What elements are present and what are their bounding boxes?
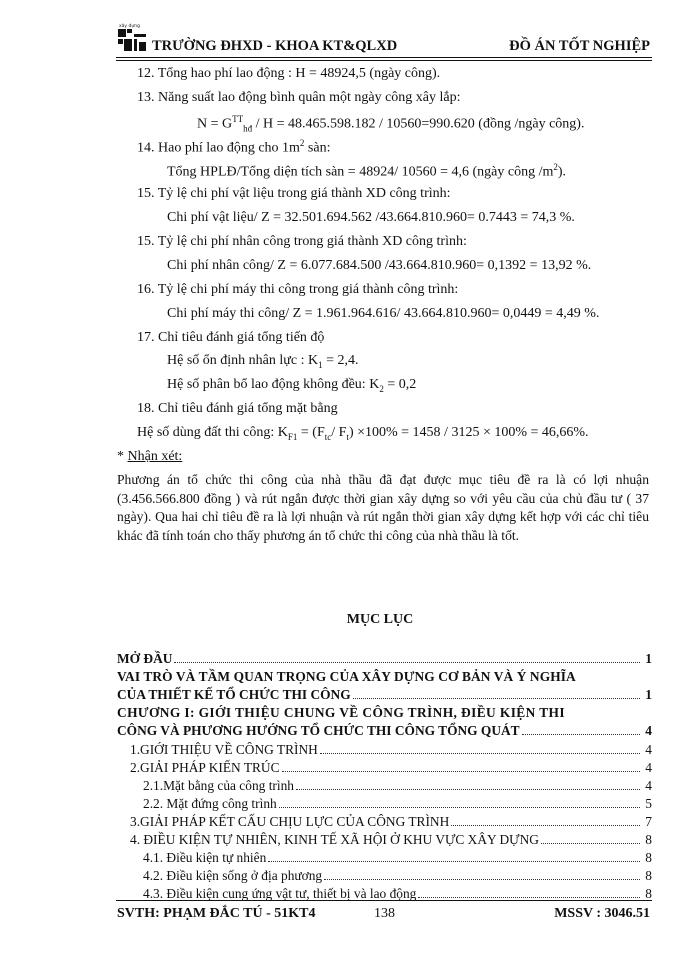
toc-title: MỤC LỤC — [346, 612, 414, 627]
toc-row[interactable]: MỞ ĐẦU 1 — [117, 651, 652, 666]
toc-row[interactable]: 2.1.Mặt bằng của công trình 4 — [143, 778, 652, 793]
toc-row[interactable]: 4.1. Điều kiện tự nhiên 8 — [143, 850, 652, 865]
item-18: 18. Chỉ tiêu đánh giá tổng mặt bằng — [137, 401, 338, 416]
logo-text: xây dựng — [119, 24, 140, 29]
remark-heading: * Nhận xét: — [117, 449, 183, 464]
item-17-a: Hệ số ổn định nhân lực : $K_1 = 2,4$. — [167, 353, 359, 370]
toc-row[interactable]: CÔNG VÀ PHƯƠNG HƯỚNG TỔ CHỨC THI CÔNG TỔNG QUÁT 4 — [117, 723, 652, 738]
remark-paragraph: Phương án tổ chức thi công của nhà thầu đã đạt được mục tiêu đề ra là có lợi nhuận (3.456.566.800 đồng ) và rút ngắn được thời gian xây dựng so với yêu cầu của chủ đầu tư ( 37 ngày). Qua hai chỉ tiêu đề ra là lợi nhuận và rút ngắn thời gian xây dựng kết hợp với các chỉ tiêu khác đã tính toán cho thấy phương án tổ chức thi công của nhà thầu là tốt. — [117, 472, 649, 543]
header-rule — [116, 57, 652, 58]
item-16-formula: Chi phí máy thi công/ Z = 1.961.964.616/ 43.664.810.960= 0,0449 = 4,49 %. — [167, 306, 600, 321]
item-17: 17. Chỉ tiêu đánh giá tổng tiến độ — [137, 330, 325, 345]
header-title: ĐỒ ÁN TỐT NGHIỆP — [509, 38, 650, 54]
toc-row[interactable]: 2.GIẢI PHÁP KIẾN TRÚC 4 — [130, 760, 652, 775]
toc-row[interactable]: 1.GIỚI THIỆU VỀ CÔNG TRÌNH 4 — [130, 742, 652, 757]
toc-row[interactable]: VAI TRÒ VÀ TẦM QUAN TRỌNG CỦA XÂY DỰNG CƠ BẢN VÀ Ý NGHĨA — [117, 669, 576, 684]
header-school: TRƯỜNG ĐHXD - KHOA KT&QLXD — [152, 38, 398, 54]
item-15b-formula: Chi phí nhân công/ Z = 6.077.684.500 /43.664.810.960= 0,1392 = 13,92 %. — [167, 258, 592, 273]
page-number: 138 — [374, 906, 395, 921]
footer-rule — [116, 900, 652, 901]
toc-row[interactable]: CHƯƠNG I: GIỚI THIỆU CHUNG VỀ CÔNG TRÌNH, ĐIỀU KIỆN THI — [117, 705, 565, 720]
header-rule-thin — [116, 60, 652, 61]
item-17-b: Hệ số phân bổ lao động không đều: $K_2 = 0,2$ — [167, 377, 417, 394]
item-18-formula: Hệ số dùng đất thi công: $K_{F1} = (F_{tc}/$ $F_t) \times 100\% = 1458 / 3125 \times 100\% = 46,66\%$. — [137, 425, 589, 442]
toc-row[interactable]: 3.GIẢI PHÁP KẾT CẤU CHỊU LỰC CỦA CÔNG TRÌNH 7 — [130, 814, 652, 829]
item-15a: 15. Tỷ lệ chi phí vật liệu trong giá thành XD công trình: — [137, 186, 451, 201]
item-15b: 15. Tỷ lệ chi phí nhân công trong giá thành XD công trình: — [137, 234, 467, 249]
item-13: 13. Năng suất lao động bình quân một ngày công xây lắp: — [137, 90, 461, 105]
item-14-formula: Tổng HPLĐ/Tổng diện tích sàn = 48924/ 10560 = 4,6 (ngày công $/m^2$). — [167, 162, 567, 180]
footer-student-id: MSSV : 3046.51 — [554, 906, 650, 921]
item-13-formula: $N = G^{TT}_{hđ} / H = 48.465.598.182 / 10560=990.620$ (đồng /ngày công). — [197, 114, 585, 134]
toc-row[interactable]: 2.2. Mặt đứng công trình 5 — [143, 796, 652, 811]
item-16: 16. Tỷ lệ chi phí máy thi công trong giá thành công trình: — [137, 282, 459, 297]
school-logo — [117, 22, 147, 52]
item-12: 12. Tổng hao phí lao động : H = 48924,5 (ngày công). — [137, 66, 441, 81]
item-14: 14. Hao phí lao động cho $1m^2$ sàn: — [137, 138, 331, 156]
toc-row[interactable]: 4.2. Điều kiện sống ở địa phương 8 — [143, 868, 652, 883]
toc-row[interactable]: 4. ĐIỀU KIỆN TỰ NHIÊN, KINH TẾ XÃ HỘI Ở KHU VỰC XÂY DỰNG 8 — [130, 832, 652, 847]
toc-row[interactable]: 4.3. Điều kiện cung ứng vật tư, thiết bị và lao động 8 — [143, 886, 652, 901]
toc-row[interactable]: CỦA THIẾT KẾ TỔ CHỨC THI CÔNG 1 — [117, 687, 652, 702]
item-15a-formula: Chi phí vật liệu/ Z = 32.501.694.562 /43.664.810.960= 0.7443 = 74,3 %. — [167, 210, 575, 225]
footer-student: SVTH: PHẠM ĐẮC TÚ - 51KT4 — [117, 906, 316, 921]
